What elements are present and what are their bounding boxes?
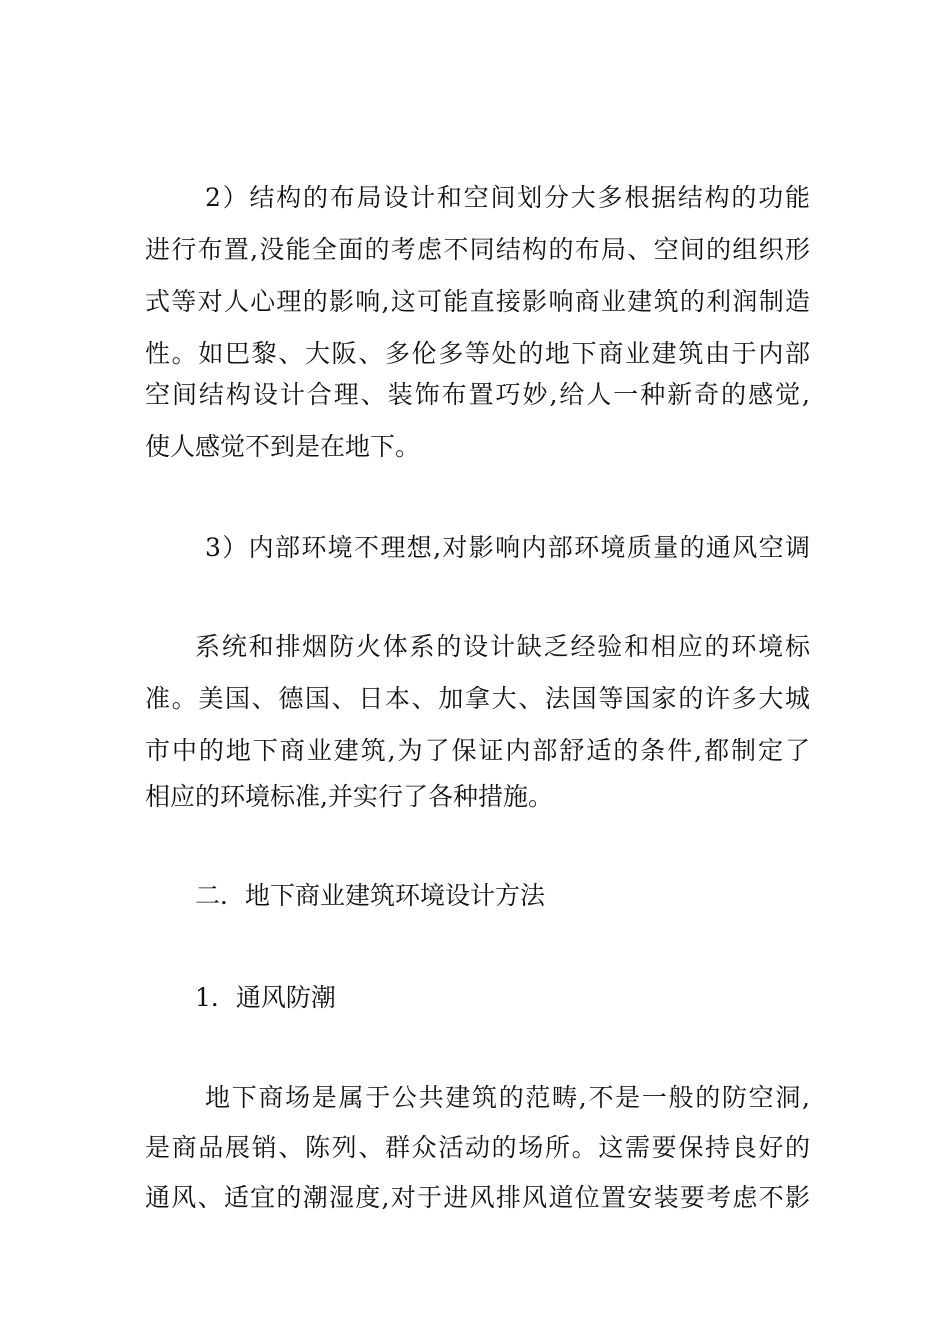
paragraph-3-line-1: 系统和排烟防火体系的设计缺乏经验和相应的环境标 (195, 632, 810, 661)
paragraph-4-line-2: 是商品展销、陈列、群众活动的场所。这需要保持良好的 (145, 1133, 810, 1162)
paragraph-2-line-3: 式等对人心理的影响,这可能直接影响商业建筑的利润制造 (145, 287, 810, 316)
paragraph-4-line-1: 地下商场是属于公共建筑的范畴,不是一般的防空洞, (205, 1083, 810, 1112)
paragraph-2-line-4: 性。如巴黎、大阪、多伦多等处的地下商业建筑由于内部 (145, 339, 810, 368)
paragraph-3-line-3: 市中的地下商业建筑,为了保证内部舒适的条件,都制定了 (145, 736, 810, 765)
paragraph-3-line-2: 准。美国、德国、日本、加拿大、法国等国家的许多大城 (145, 684, 810, 713)
paragraph-2-line-6: 使人感觉不到是在地下。 (145, 432, 421, 461)
paragraph-3-line-4: 相应的环境标准,并实行了各种措施。 (145, 782, 553, 811)
subsection-heading: 1．通风防潮 (195, 983, 336, 1012)
paragraph-2-line-5: 空间结构设计合理、装饰布置巧妙,给人一种新奇的感觉, (145, 380, 810, 409)
section-heading: 二．地下商业建筑环境设计方法 (195, 881, 546, 910)
paragraph-2-line-2: 进行布置,没能全面的考虑不同结构的布局、空间的组织形 (145, 235, 810, 264)
paragraph-4-line-3: 通风、适宜的潮湿度,对于进风排风道位置安装要考虑不影 (145, 1183, 810, 1212)
paragraph-3-lead: 3）内部环境不理想,对影响内部环境质量的通风空调 (205, 533, 810, 562)
paragraph-2-line-1: 2）结构的布局设计和空间划分大多根据结构的功能 (205, 183, 810, 212)
